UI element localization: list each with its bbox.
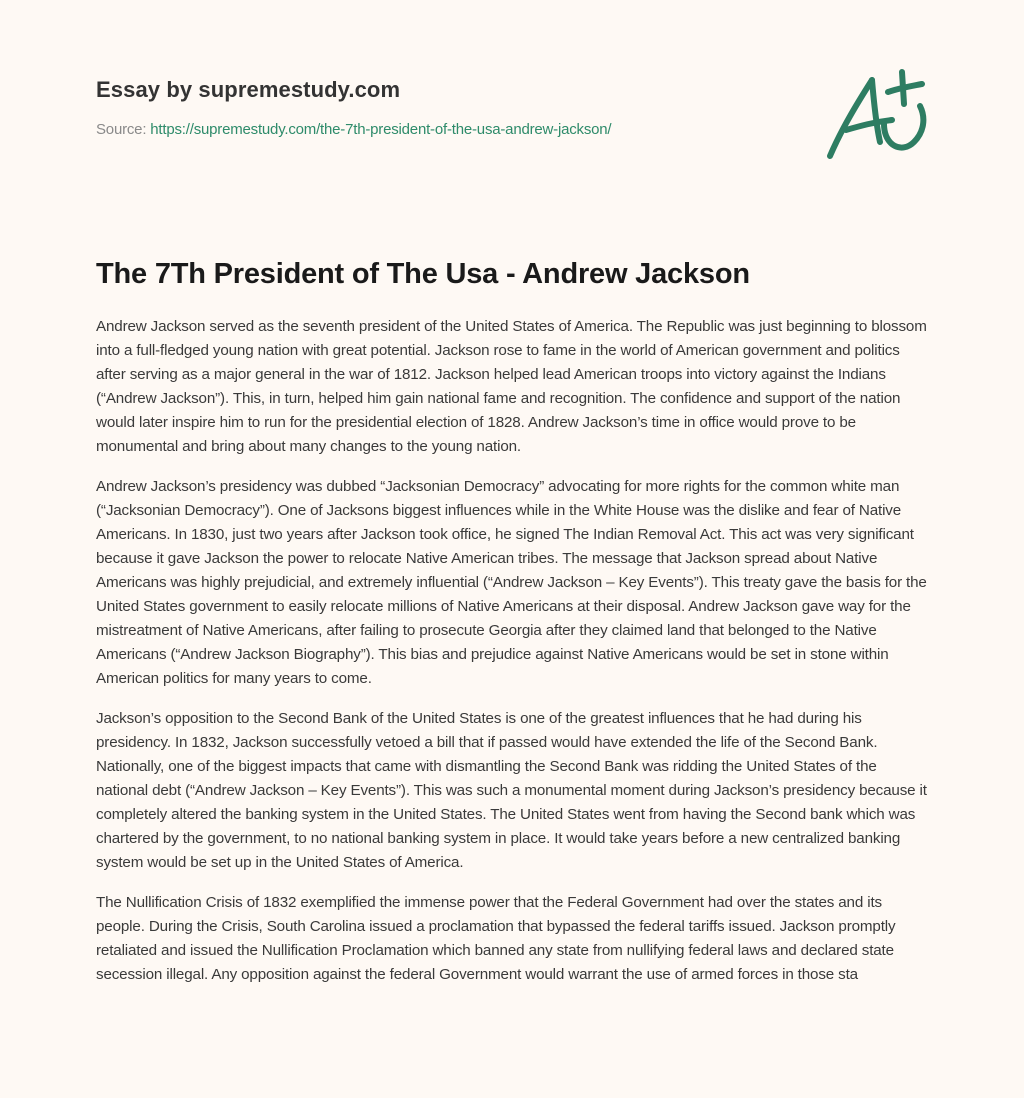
essay-body — [96, 315, 932, 1003]
source-line — [96, 120, 796, 140]
essay-paragraph: The Nullification Crisis of 1832 exemplified the immense power that the Federal Government had over the states and its people. During the Crisis, South Carolina issued a proclamation that bypassed the federal tariffs issued. Jackson promptly retaliated and issued the Nullification Proclamation which banned any state from nullifying federal laws and declared state secession illegal. Any opposition against the federal Government would warrant the use of armed forces in those sta — [96, 894, 896, 983]
a-plus-grade-icon — [818, 62, 938, 168]
essay-paragraph: Jackson’s opposition to the Second Bank of the United States is one of the greatest influences that he had during his presidency. In 1832, Jackson successfully vetoed a bill that if passed would have extended the life of the Second Bank. Nationally, one of the biggest impacts that came with dismantling the Second Bank was ridding the United States of the national debt (“Andrew Jackson – Key Events”). This was such a monumental moment during Jackson’s presidency because it completely altered the banking system in the United States. The United States went from having the Second bank which was chartered by the government, to no national banking system in place. It would take years before a new centralized banking system would be set up in the United States of America. — [96, 710, 927, 871]
site-title: Essay by supremestudy.com — [96, 77, 401, 102]
essay-header — [96, 76, 796, 140]
source-link[interactable]: https://supremestudy.com/the-7th-president-of-the-usa-andrew-jackson/ — [150, 121, 612, 138]
essay-paragraph: Andrew Jackson served as the seventh president of the United States of America. The Republic was just beginning to blossom into a full-fledged young nation with great potential. Jackson rose to fame in the world of American government and politics after serving as a major general in the war of 1812. Jackson helped lead American troops into victory against the Indians (“Andrew Jackson”). This, in turn, helped him gain national fame and recognition. The confidence and support of the nation would later inspire him to run for the presidential election of 1828. Andrew Jackson’s time in office would prove to be monumental and bring about many changes to the young nation. — [96, 318, 927, 455]
essay-paragraph: Andrew Jackson’s presidency was dubbed “Jacksonian Democracy” advocating for more rights for the common white man (“Jacksonian Democracy”). One of Jacksons biggest influences while in the White House was the dislike and fear of Native Americans. In 1830, just two years after Jackson took office, he signed The Indian Removal Act. This act was very significant because it gave Jackson the power to relocate Native American tribes. The message that Jackson spread about Native Americans was highly prejudicial, and extremely influential (“Andrew Jackson – Key Events”). This treaty gave the basis for the United States government to easily relocate millions of Native Americans at their disposal. Andrew Jackson gave way for the mistreatment of Native Americans, after failing to prosecute Georgia after they claimed land that belonged to the Native Americans (“Andrew Jackson Biography”). This bias and prejudice against Native Americans would be set in stone within American politics for many years to come. — [96, 478, 927, 687]
essay-title: The 7Th President of The Usa - Andrew Jackson — [96, 258, 750, 290]
source-label: Source: — [96, 121, 151, 138]
